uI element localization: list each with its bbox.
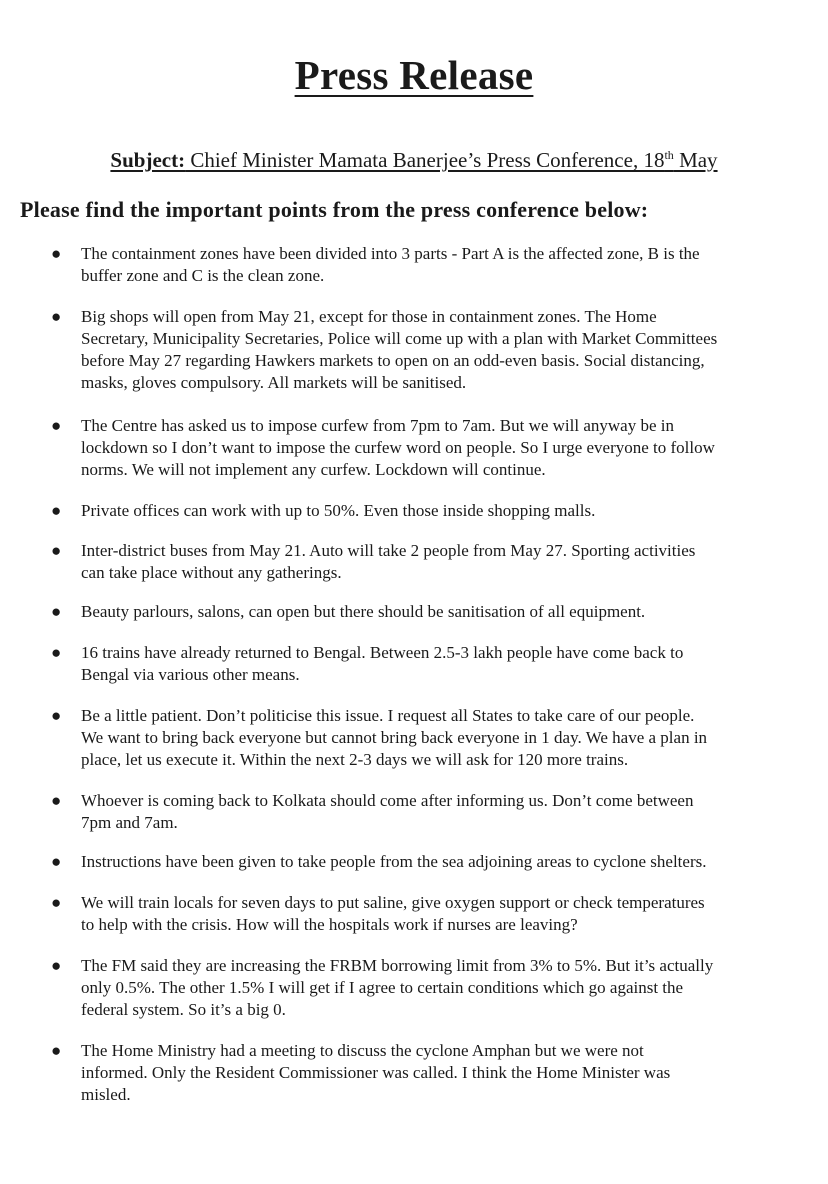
point-text: Inter-district buses from May 21. Auto will take 2 people from May 27. Sporting activities can take place without any gatherings. <box>81 541 696 582</box>
bullet-icon: ● <box>51 893 62 912</box>
point-text: The Home Ministry had a meeting to discuss the cyclone Amphan but we were not informed. Only the Resident Commissioner was called. I think the Home Minister was misled. <box>81 1041 671 1104</box>
bullet-icon: ● <box>51 602 62 621</box>
point-text: Beauty parlours, salons, can open but there should be sanitisation of all equipment. <box>81 602 646 621</box>
subject-label: Subject: <box>110 148 186 172</box>
point-text: Instructions have been given to take people from the sea adjoining areas to cyclone shelters. <box>81 852 707 871</box>
bullet-icon: ● <box>51 956 62 975</box>
bullet-icon: ● <box>51 244 62 263</box>
bullet-icon: ● <box>51 307 62 326</box>
point-text: Whoever is coming back to Kolkata should come after informing us. Don’t come between 7pm and 7am. <box>81 791 694 832</box>
bullet-icon: ● <box>51 416 62 435</box>
point-text: 16 trains have already returned to Bengal. Between 2.5-3 lakh people have come back to Bengal via various other means. <box>81 643 684 684</box>
bullet-icon: ● <box>51 501 62 520</box>
point-text: Big shops will open from May 21, except for those in containment zones. The Home Secretary, Municipality Secretaries, Police will come up with a plan with Market Committees before May 27 regarding Hawkers markets to open on an odd-even basis. Social distancing, masks, gloves compulsory. All markets will be sanitised. <box>81 307 718 392</box>
bullet-icon: ● <box>51 852 62 871</box>
bullet-icon: ● <box>51 706 62 725</box>
point-text: Private offices can work with up to 50%. Even those inside shopping malls. <box>81 501 596 520</box>
page-title: Press Release <box>294 52 534 98</box>
point-text: We will train locals for seven days to put saline, give oxygen support or check temperatures to help with the crisis. How will the hospitals work if nurses are leaving? <box>81 893 705 934</box>
intro-heading: Please find the important points from the press conference below: <box>20 197 649 222</box>
subject-line <box>0 145 828 175</box>
point-text: The containment zones have been divided into 3 parts - Part A is the affected zone, B is the buffer zone and C is the clean zone. <box>81 244 700 285</box>
subject-date-suffix: th <box>664 148 674 162</box>
point-text: The Centre has asked us to impose curfew from 7pm to 7am. But we will anyway be in lockdown so I don’t want to impose the curfew word on people. So I urge everyone to follow norms. We will not implement any curfew. Lockdown will continue. <box>81 416 715 479</box>
point-text: Be a little patient. Don’t politicise this issue. I request all States to take care of our people. We want to bring back everyone but cannot bring back everyone in 1 day. We have a plan in place, let us execute it. Within the next 2-3 days we will ask for 120 more trains. <box>81 706 708 769</box>
subject-month: May <box>673 148 718 172</box>
point-text: The FM said they are increasing the FRBM borrowing limit from 3% to 5%. But it’s actually only 0.5%. The other 1.5% I will get if I agree to certain conditions which go against the federal system. So it’s a big 0. <box>81 956 714 1019</box>
bullet-icon: ● <box>51 643 62 662</box>
bullet-icon: ● <box>51 791 62 810</box>
bullet-icon: ● <box>51 541 62 560</box>
bullet-icon: ● <box>51 1041 62 1060</box>
subject-text: Chief Minister Mamata Banerjee’s Press Conference, 18 <box>185 148 665 172</box>
